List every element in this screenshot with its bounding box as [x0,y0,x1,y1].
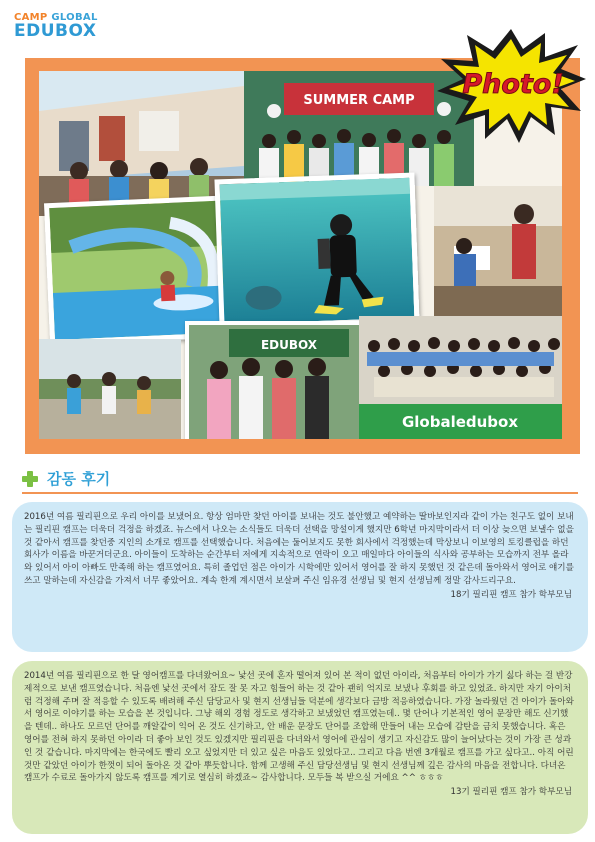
photo-large-group-banner [359,316,562,439]
logo-edubox: EDUBOX [14,21,97,41]
reviews-heading-label: 감동 후기 [47,470,111,488]
group-sign-text: EDUBOX [260,338,318,352]
review-2-text: 2014년 여름 필리핀으로 한 달 영어캠프를 다녀왔어요~ 낯선 곳에 혼자 떨어져 있어 본 적이 없던 아이라, 처음부터 아이가 가기 싫다 하는 걸 반강제적으로 보낸 캠프였습니다. 처음엔 낯선 곳에서 잠도 잘 못 자고 힘들어 하는 것 같아 괜히 억지로 보냈나 후회를 하고 있었죠. 하지만 자기 아이처럼 걱정해 주며 잘 적응할 수 있도록 배려해 주신 담당교사 및 현지 선생님들 덕분에 생각보다 금방 적응하였습니다. 가장 놀라웠던 건 아이가 돌아와서 영어로 이야기를 하는 모습을 본 것입니다. 그냥 해외 경험 정도로 생각하고 보냈었던 캠프였는데.. 몇 단어나 기본적인 영어 문장만 해도 신기했을 텐데.. 하나도 모르던 단어를 깨알같이 익어 온 것도 신기하고, 안 배운 문장도 단어를 조합해 만들어 내는 모습에 감탄을 금치 못했습니다. 혹은 영어를 전혀 하지 못하던 아이라 더 좋아 보인 것도 있겠지만 필리핀을 다녀와서 영어에 관심이 생기고 자신감도 많이 늘어났다는 것이 가장 큰 성과인 것 같습니다. 마지막에는 한국에도 빨리 오고 싶었지만 더 있고 싶은 마음도 있었다고.. 그리고 다음 번엔 3개월로 캠프를 가고 싶다고.. 아직 어린 것만 같았던 아이가 한껏이 되어 돌아온 것 같아 뿌듯합니다. 함께 고생해 주신 담당선생님 및 현지 선생님께 깊은 감사의 마음을 전합니다. 다녀온 캠프가 수료로 돌아가지 않도록 캠프를 계기로 열심히 하겠죠~ 감사합니다. 모두들 복 받으실 거에요 ^^ ㅎㅎㅎ [24,671,574,784]
photo-outdoor-play [39,339,181,439]
bottom-banner-text: Globaledubox [401,413,519,431]
banner-text: SUMMER CAMP [303,93,415,108]
logo-global: GLOBAL [51,12,98,23]
review-card-1 [12,502,588,652]
photo-campus-kids [39,71,244,216]
heading-divider [22,492,578,494]
photo-classroom [434,186,562,316]
photo-edubox-sign-group [185,321,363,439]
edubox-logo [14,12,98,40]
photo-scuba-diver [214,173,419,330]
review-1-signature: 18기 필리핀 캠프 참가 학부모님 [450,589,572,600]
photo-burst-badge [433,27,588,147]
review-card-2 [12,661,588,834]
review-2-signature: 13기 필리핀 캠프 참가 학부모님 [450,787,572,798]
plus-icon [22,471,38,487]
logo-camp: CAMP [14,12,48,23]
review-1-text: 2016년 여름 필리핀으로 우리 아이를 보냈어요. 항상 엄마만 찾던 아이를 보내는 것도 불안했고 예약하는 딸바보인지라 같이 가는 친구도 없이 보내는 필리핀 캠프는 더욱더 걱정을 하겠죠. 뉴스에서 나오는 소식들도 더욱더 선택을 망설이게 했지만 6학년 마지막이라서 더 이상 늦으면 보낼수 없을 것 같아서 캠프를 찾던중 지인의 소개로 캠프를 선택했습니다. 처음에는 둘어보지도 못한 회사에서 걱정했는데 막상보니 이보영의 토킹클럽을 하던 회사가 이름을 바꾼거더군요. 아이들이 도착하는 순간부터 저에게 지속적으로 연락이 오고 매일마다 아이들의 식사와 공부하는 모습까지 전부 올라와 있어서 아이 아빠도 만족해 하는 캠프였어요. 특히 졸업던 점은 아이가 시학에만 있어서 영어를 잘 하지 못했던 것 같은데 돌아와서 영어로 얘기를 쓰고 말하는데 자신감을 가져서 너무 좋았어요. 계속 한계 계시면서 보살펴 주신 임유경 선생님 및 현지 선생님께 정말 감사드리구요. [24,512,574,586]
reviews-heading [22,468,110,489]
photo-badge-text: Photo! [462,69,564,100]
